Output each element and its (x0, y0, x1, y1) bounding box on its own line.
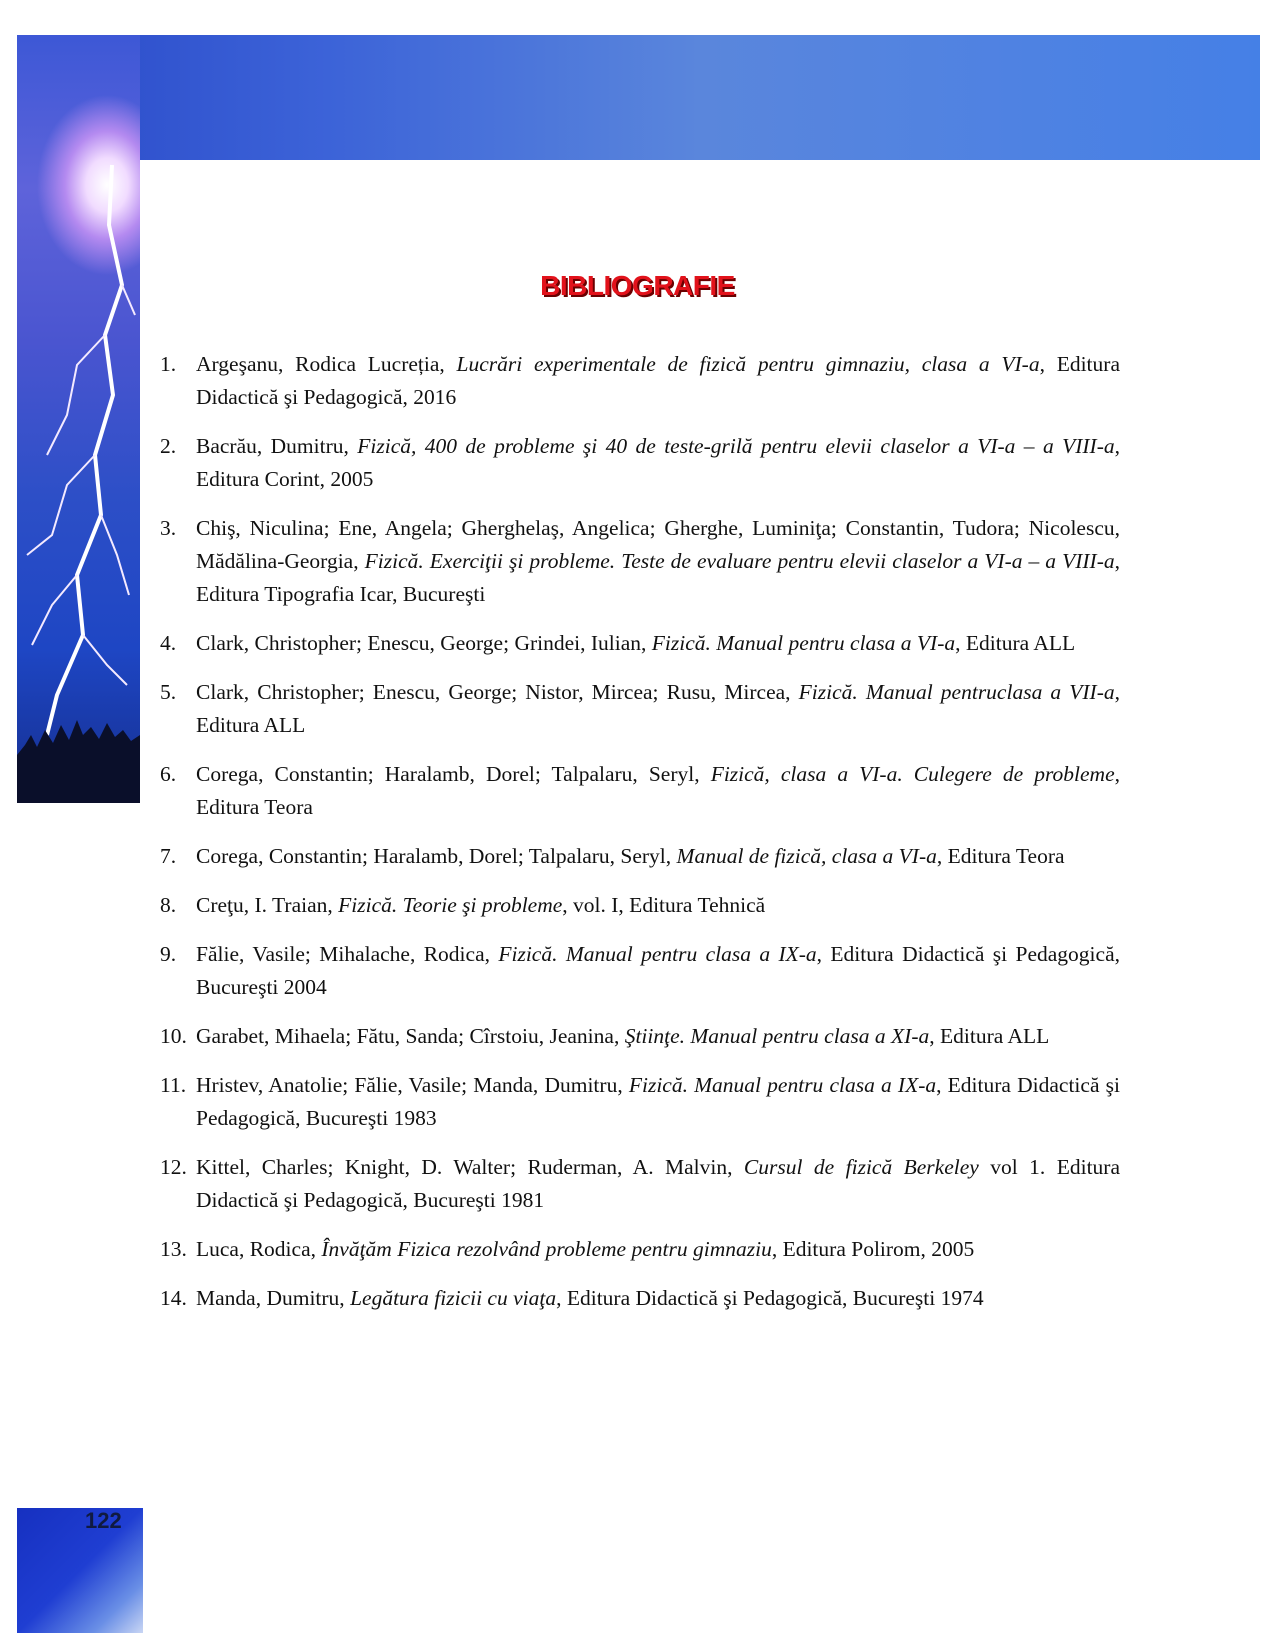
entry-number: 12. (160, 1155, 187, 1179)
entry-title: Manual de fizică, clasa a VI-a (676, 844, 937, 868)
entry-segment: , Editura Didactică şi Pedagogică, Bucureşti 1974 (556, 1286, 984, 1310)
entry-text (196, 1020, 1120, 1053)
bibliography-list (160, 348, 1120, 1331)
entry-number: 2. (160, 434, 177, 458)
entry-number: 3. (160, 516, 177, 540)
bibliography-entry (160, 840, 1120, 873)
entry-title: Fizică, clasa a VI-a. Culegere de probleme (710, 762, 1115, 786)
header-band (17, 35, 1260, 160)
bibliography-entry (160, 1233, 1120, 1266)
entry-text (196, 1233, 1120, 1266)
page-number: 122 (85, 1508, 122, 1533)
entry-segment: , Editura Corint, 2005 (196, 434, 1120, 491)
entry-segment: Clark, Christopher; Enescu, George; Nistor, Mircea; Rusu, Mircea, (196, 680, 799, 704)
entry-segment: , Editura Didactică şi Pedagogică, 2016 (196, 352, 1120, 409)
entry-title: Ştiinţe. Manual pentru clasa a XI-a (624, 1024, 930, 1048)
entry-title: Fizică. Manual pentru clasa a IX-a (628, 1073, 937, 1097)
entry-segment: Bacrău, Dumitru, (196, 434, 358, 458)
bibliography-entry (160, 1069, 1120, 1135)
entry-text (196, 348, 1120, 414)
entry-number: 11. (160, 1073, 187, 1097)
entry-title: Învăţăm Fizica rezolvând probleme pentru gimnaziu (321, 1237, 772, 1261)
entry-segment: , vol. I, Editura Tehnică (562, 893, 766, 917)
entry-text (196, 938, 1120, 1004)
entry-segment: Corega, Constantin; Haralamb, Dorel; Talpalaru, Seryl, (196, 844, 677, 868)
entry-number: 13. (160, 1237, 187, 1261)
entry-segment: , Editura ALL (196, 680, 1120, 737)
entry-title: Fizică. Teorie şi probleme (338, 893, 563, 917)
entry-text (196, 1282, 1120, 1315)
lightning-bolt-icon (17, 35, 140, 803)
entry-segment: , Editura Teora (196, 762, 1120, 819)
entry-number: 8. (160, 893, 177, 917)
entry-segment: Manda, Dumitru, (196, 1286, 351, 1310)
entry-title: Cursul de fizică Berkeley (743, 1155, 979, 1179)
lightning-image (17, 35, 140, 803)
bibliography-entry (160, 1020, 1120, 1053)
entry-segment: , Editura Teora (936, 844, 1065, 868)
entry-segment: Creţu, I. Traian, (196, 893, 339, 917)
entry-segment: Corega, Constantin; Haralamb, Dorel; Talpalaru, Seryl, (196, 762, 711, 786)
bibliography-entry (160, 889, 1120, 922)
entry-segment: , Editura ALL (955, 631, 1076, 655)
entry-number: 4. (160, 631, 177, 655)
entry-segment: Luca, Rodica, (196, 1237, 322, 1261)
entry-segment: vol 1. Editura Didactică şi Pedagogică, Bucureşti 1981 (196, 1155, 1121, 1212)
entry-number: 5. (160, 680, 177, 704)
entry-number: 7. (160, 844, 177, 868)
bibliography-entry (160, 627, 1120, 660)
entry-title: Fizică. Exerciţii şi probleme. Teste de evaluare pentru elevii claselor a VI-a – a VIII-a (364, 549, 1115, 573)
entry-number: 9. (160, 942, 177, 966)
entry-number: 14. (160, 1286, 187, 1310)
entry-title: Fizică. Manual pentru clasa a IX-a (498, 942, 817, 966)
entry-segment: , Editura Tipografia Icar, Bucureşti (196, 549, 1120, 606)
page-title: BIBLIOGRAFIE (540, 270, 735, 301)
entry-segment: Garabet, Mihaela; Fătu, Sanda; Cîrstoiu, Jeanina, (196, 1024, 625, 1048)
bibliography-entry (160, 430, 1120, 496)
entry-number: 1. (160, 352, 177, 376)
entry-number: 10. (160, 1024, 187, 1048)
entry-title: Legătura fizicii cu viaţa (350, 1286, 557, 1310)
entry-title: Fizică. Manual pentru clasa a VI-a (651, 631, 956, 655)
entry-text (196, 840, 1120, 873)
entry-title: Fizică, 400 de probleme şi 40 de teste-grilă pentru elevii claselor a VI-a – a VIII-a (357, 434, 1115, 458)
entry-text (196, 889, 1120, 922)
bibliography-entry (160, 938, 1120, 1004)
entry-segment: , Editura ALL (929, 1024, 1050, 1048)
entry-text (196, 627, 1120, 660)
entry-title: Lucrări experimentale de fizică pentru gimnaziu, clasa a VI-a (456, 352, 1040, 376)
entry-segment: , Editura Didactică şi Pedagogică, Bucureşti 1983 (196, 1073, 1120, 1130)
entry-text (196, 430, 1120, 496)
entry-text (196, 758, 1120, 824)
entry-segment: Fălie, Vasile; Mihalache, Rodica, (196, 942, 499, 966)
bibliography-entry (160, 676, 1120, 742)
bibliography-entry (160, 1282, 1120, 1315)
entry-segment: Chiş, Niculina; Ene, Angela; Gherghelaş, Angelica; Gherghe, Luminiţa; Constantin, Tudora; Nicolescu, Mădălina-Georgia, (196, 516, 1120, 573)
entry-segment: Hristev, Anatolie; Fălie, Vasile; Manda, Dumitru, (196, 1073, 629, 1097)
entry-number: 6. (160, 762, 177, 786)
bibliography-entry (160, 758, 1120, 824)
entry-segment: Argeşanu, Rodica Lucreția, (196, 352, 457, 376)
entry-segment: , Editura Didactică şi Pedagogică, Bucureşti 2004 (196, 942, 1120, 999)
entry-text (196, 676, 1120, 742)
footer-band (17, 1508, 143, 1633)
bibliography-entry (160, 512, 1120, 611)
entry-text (196, 512, 1120, 611)
entry-segment: , Editura Polirom, 2005 (771, 1237, 975, 1261)
bibliography-entry (160, 1151, 1120, 1217)
entry-text (196, 1069, 1120, 1135)
bibliography-entry (160, 348, 1120, 414)
entry-text (196, 1151, 1120, 1217)
entry-segment: Clark, Christopher; Enescu, George; Grindei, Iulian, (196, 631, 652, 655)
entry-title: Fizică. Manual pentruclasa a VII-a (798, 680, 1115, 704)
entry-segment: Kittel, Charles; Knight, D. Walter; Ruderman, A. Malvin, (196, 1155, 744, 1179)
